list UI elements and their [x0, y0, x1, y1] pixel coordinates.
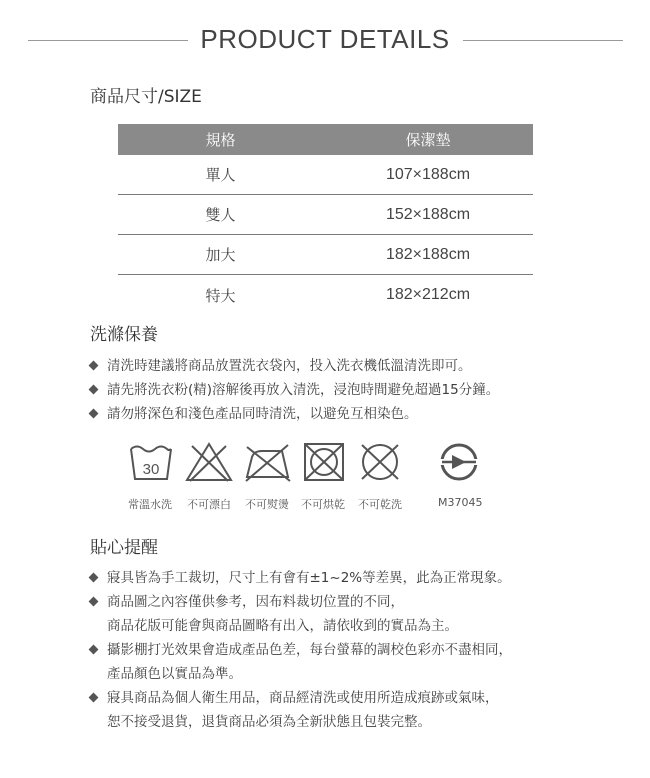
certification-mark-icon	[436, 441, 482, 483]
no-tumble-dry-icon	[302, 441, 346, 483]
size-value-cell: 182×212cm	[385, 286, 471, 303]
size-value-cell: 152×188cm	[385, 205, 471, 223]
size-value-cell: 182×188cm	[385, 245, 471, 263]
care-label-wash: 常溫水洗	[128, 498, 172, 511]
table-row	[118, 195, 533, 235]
list-item: 請勿將深色和淺色產品同時清洗，以避免互相染色。	[90, 402, 499, 426]
svg-text:30: 30	[142, 461, 160, 478]
care-label-no-dry-clean: 不可乾洗	[358, 498, 402, 511]
care-label-no-bleach: 不可漂白	[187, 498, 231, 511]
table-row	[118, 275, 533, 315]
diamond-bullet-icon	[89, 645, 99, 655]
diamond-bullet-icon	[89, 361, 99, 371]
list-item: 寢具商品為個人衛生用品，商品經清洗或使用所造成痕跡或氣味， 恕不接受退貨，退貨商品必須為全新狀態且包裝完整。	[90, 686, 512, 734]
list-item: 寢具皆為手工裁切，尺寸上有會有±1~2%等差異，此為正常現象。	[90, 566, 512, 590]
diamond-bullet-icon	[89, 573, 99, 583]
size-spec-cell: 單人	[205, 166, 236, 184]
no-iron-icon	[242, 441, 294, 483]
care-instructions-list	[90, 354, 499, 426]
diamond-bullet-icon	[89, 385, 99, 395]
page-header	[0, 22, 650, 62]
header-rule-right	[463, 40, 623, 41]
list-item: 清洗時建議將商品放置洗衣袋內，投入洗衣機低溫清洗即可。	[90, 354, 499, 378]
care-label-cert-code: M37045	[438, 496, 483, 509]
no-bleach-icon	[184, 441, 234, 483]
page-title: PRODUCT DETAILS	[200, 24, 450, 54]
size-section-title: 商品尺寸/SIZE	[90, 87, 202, 107]
wash-30-icon	[128, 443, 174, 483]
tips-list	[90, 566, 512, 734]
diamond-bullet-icon	[89, 597, 99, 607]
care-section-title: 洗滌保養	[90, 325, 158, 345]
no-dry-clean-icon	[358, 441, 402, 483]
size-spec-cell: 特大	[205, 286, 236, 305]
table-row	[118, 155, 533, 195]
list-item: 攝影棚打光效果會造成產品色差，每台螢幕的調校色彩亦不盡相同， 產品顏色以實品為準。	[90, 638, 512, 686]
diamond-bullet-icon	[89, 693, 99, 703]
size-spec-cell: 加大	[205, 246, 236, 264]
table-row	[118, 235, 533, 275]
care-label-no-iron: 不可熨燙	[245, 498, 289, 511]
size-value-cell: 107×188cm	[385, 165, 471, 183]
tips-section-title: 貼心提醒	[90, 538, 158, 558]
size-table-header-spec: 規格	[205, 131, 236, 149]
size-table	[118, 124, 533, 315]
diamond-bullet-icon	[89, 409, 99, 419]
list-item: 請先將洗衣粉(精)溶解後再放入清洗，浸泡時間避免超過15分鐘。	[90, 378, 499, 402]
size-table-header-product: 保潔墊	[405, 131, 451, 149]
care-label-no-tumble-dry: 不可烘乾	[301, 498, 345, 511]
size-table-header	[118, 124, 533, 155]
list-item: 商品圖之內容僅供參考，因布料裁切位置的不同， 商品花版可能會與商品圖略有出入，請依收到的實品為主。	[90, 590, 512, 638]
size-spec-cell: 雙人	[205, 206, 236, 224]
